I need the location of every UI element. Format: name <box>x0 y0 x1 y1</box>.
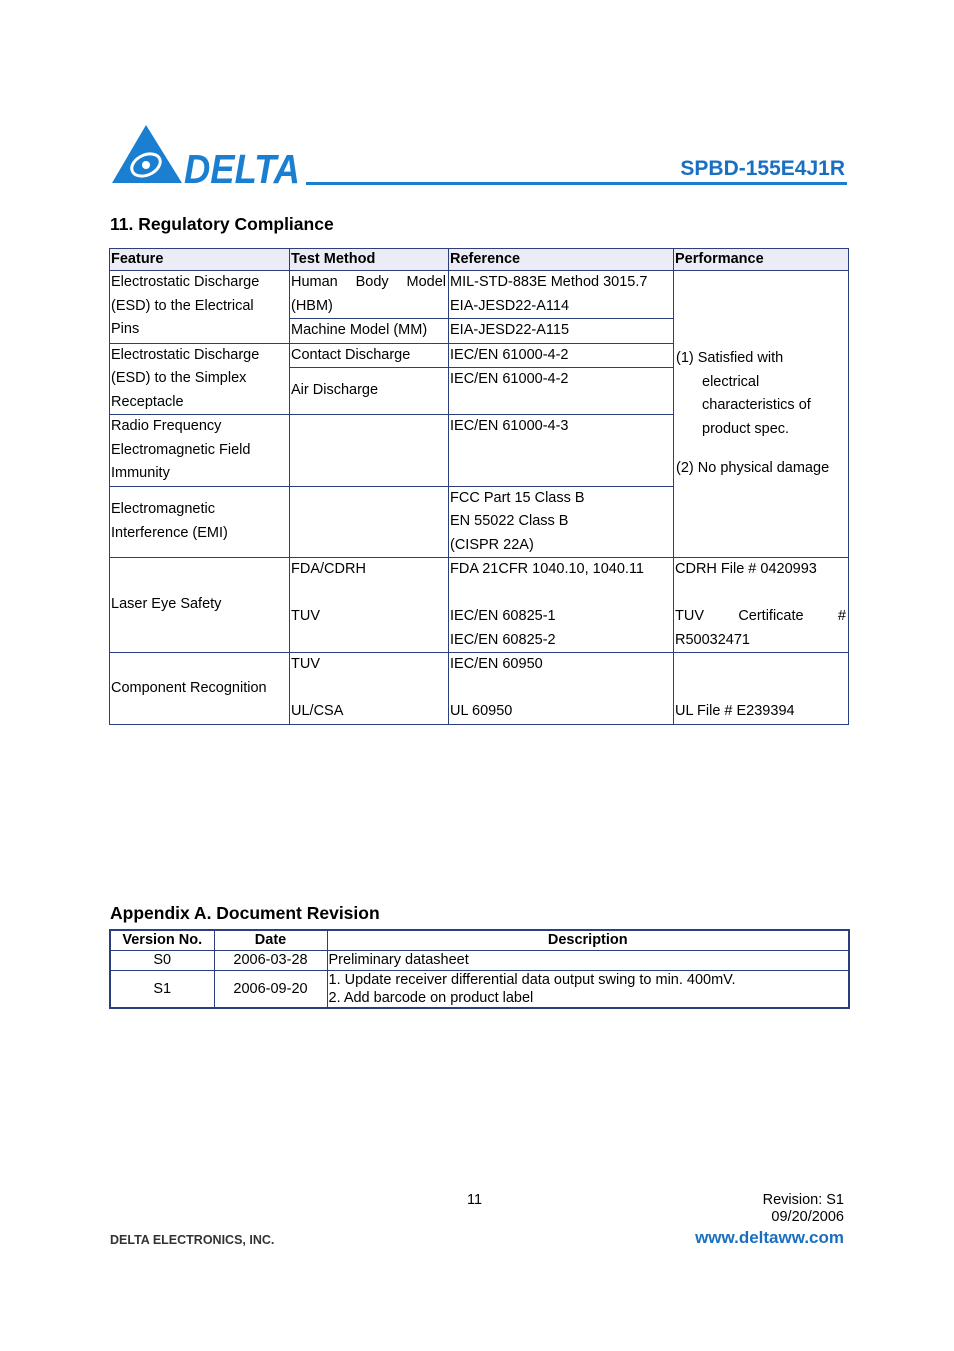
table-header-row <box>110 930 849 950</box>
method-cell: Machine Model (MM) <box>290 319 449 344</box>
col-header: Version No. <box>110 930 214 950</box>
reference-cell: IEC/EN 61000-4-2 <box>449 368 674 415</box>
performance-cell: (1) Satisfied with electrical characteristics of product spec. (2) No physical damage <box>674 271 849 558</box>
model-number: SPBD-155E4J1R <box>680 157 845 180</box>
col-header: Feature <box>110 249 290 271</box>
method-cell: Human Body Model (HBM) <box>290 271 449 319</box>
method-cell: TUV UL/CSA <box>290 653 449 725</box>
delta-logo <box>110 123 302 185</box>
date-cell: 2006-09-20 <box>214 970 327 1008</box>
revision-info <box>763 1192 844 1226</box>
feature-cell: Electromagnetic Interference (EMI) <box>110 486 290 558</box>
regulatory-table <box>109 248 849 725</box>
feature-cell: Component Recognition <box>110 653 290 725</box>
version-cell: S0 <box>110 950 214 970</box>
col-header: Performance <box>674 249 849 271</box>
reference-cell: IEC/EN 61000-4-2 <box>449 343 674 368</box>
revision-label: Revision: S1 <box>762 1192 844 1208</box>
reference-cell: EIA-JESD22-A115 <box>449 319 674 344</box>
method-cell: FDA/CDRH TUV <box>290 558 449 653</box>
performance-cell: UL File # E239394 <box>674 653 849 725</box>
method-cell <box>290 486 449 558</box>
reference-cell: FDA 21CFR 1040.10, 1040.11 IEC/EN 60825-1 IEC/EN 60825-2 <box>449 558 674 653</box>
table-row <box>110 558 849 653</box>
appendix-title: Appendix A. Document Revision <box>110 903 380 923</box>
header-rule <box>306 182 847 185</box>
table-row <box>110 271 849 319</box>
feature-cell: Laser Eye Safety <box>110 558 290 653</box>
reference-cell: IEC/EN 61000-4-3 <box>449 415 674 487</box>
reference-cell: MIL-STD-883E Method 3015.7 EIA-JESD22-A114 <box>449 271 674 319</box>
feature-cell: Radio Frequency Electromagnetic Field Immunity <box>110 415 290 487</box>
method-cell <box>290 415 449 487</box>
page-number: 11 <box>467 1192 483 1208</box>
revision-date: 09/20/2006 <box>771 1209 844 1225</box>
method-cell: Air Discharge <box>290 368 449 415</box>
feature-cell: Electrostatic Discharge (ESD) to the Electrical Pins <box>110 271 290 344</box>
table-row <box>110 970 849 1008</box>
performance-cell: CDRH File # 0420993 TUV Certificate # R50032471 <box>674 558 849 653</box>
col-header: Reference <box>449 249 674 271</box>
revision-table <box>109 929 850 1009</box>
description-cell: 1. Update receiver differential data output swing to min. 400mV. 2. Add barcode on product label <box>327 970 849 1008</box>
feature-cell: Electrostatic Discharge (ESD) to the Simplex Receptacle <box>110 343 290 415</box>
table-header-row <box>110 249 849 271</box>
company-name: DELTA ELECTRONICS, INC. <box>110 1233 275 1247</box>
description-cell: Preliminary datasheet <box>327 950 849 970</box>
brand-wordmark: DELTA <box>184 146 300 185</box>
section-title: 11. Regulatory Compliance <box>110 214 334 234</box>
date-cell: 2006-03-28 <box>214 950 327 970</box>
table-row <box>110 653 849 725</box>
reference-cell: IEC/EN 60950 UL 60950 <box>449 653 674 725</box>
col-header: Date <box>214 930 327 950</box>
method-cell: Contact Discharge <box>290 343 449 368</box>
website-link[interactable]: www.deltaww.com <box>695 1228 844 1247</box>
version-cell: S1 <box>110 970 214 1008</box>
table-row <box>110 950 849 970</box>
reference-cell: FCC Part 15 Class B EN 55022 Class B (CISPR 22A) <box>449 486 674 558</box>
col-header: Description <box>327 930 849 950</box>
col-header: Test Method <box>290 249 449 271</box>
